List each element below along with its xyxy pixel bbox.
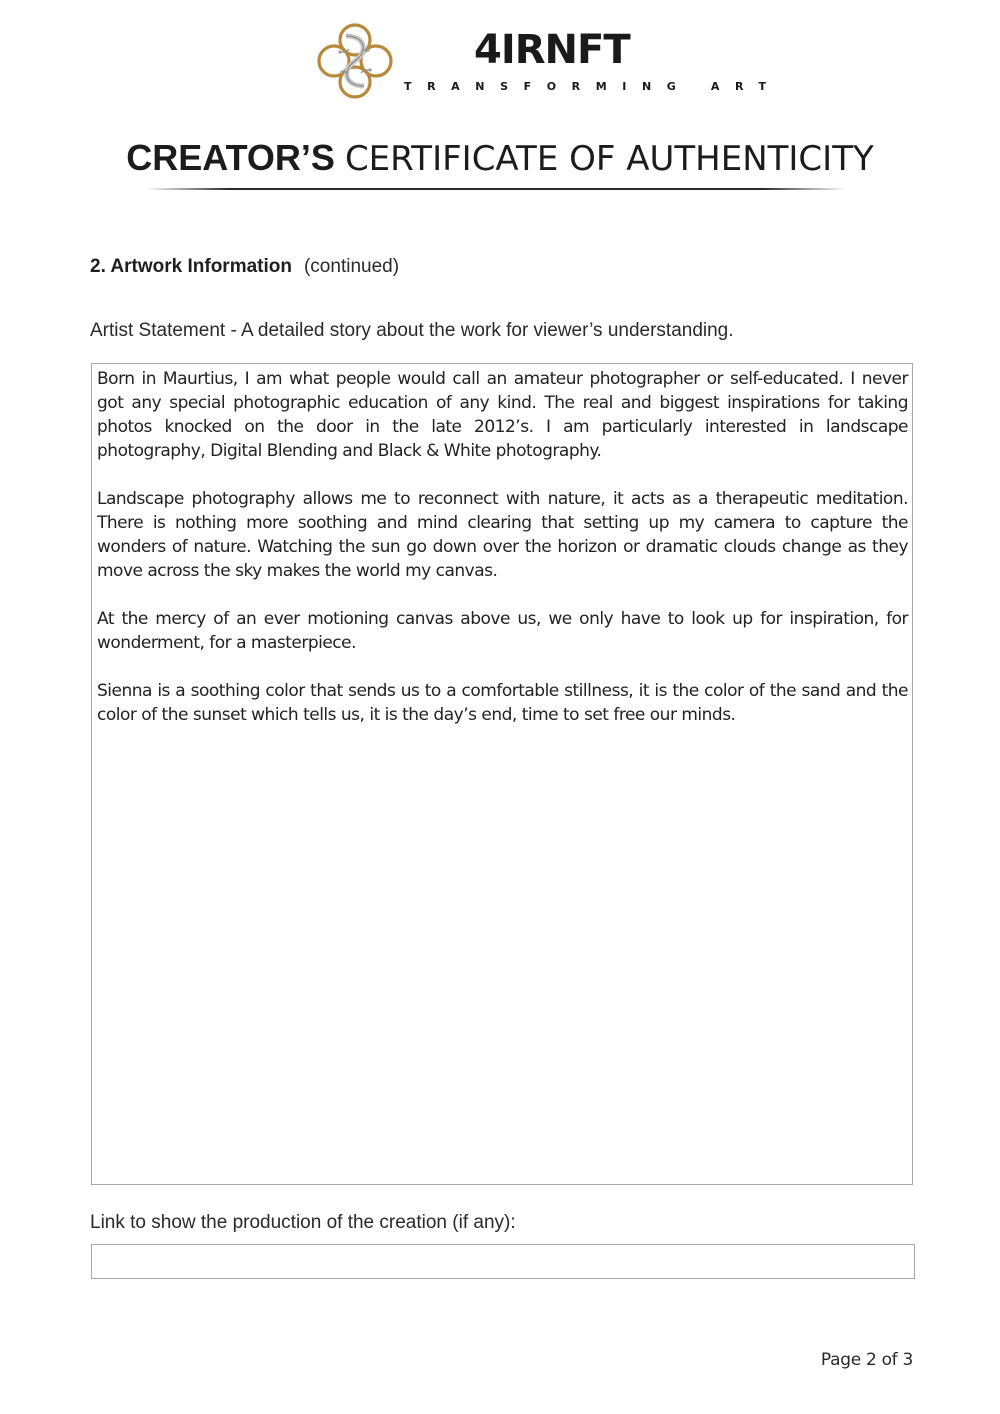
certificate-title-bold: CREATOR’S bbox=[126, 137, 335, 178]
circuit-knot-logo-icon bbox=[316, 22, 394, 100]
page-number: Page 2 of 3 bbox=[820, 1350, 913, 1370]
certificate-title bbox=[0, 136, 1000, 181]
statement-paragraph: At the mercy of an ever motioning canvas above us, we only have to look up for inspiration, for wonderment, for a masterpiece. bbox=[97, 609, 908, 653]
brand-name: 4IRNFT bbox=[474, 27, 630, 73]
production-link-field[interactable] bbox=[91, 1244, 915, 1279]
section-heading-title: 2. Artwork Information bbox=[90, 256, 292, 277]
section-heading-note: (continued) bbox=[303, 256, 400, 277]
certificate-title-regular: CERTIFICATE OF AUTHENTICITY bbox=[344, 139, 874, 179]
artist-statement-label: Artist Statement - A detailed story about the work for viewer’s understanding. bbox=[90, 320, 734, 341]
statement-paragraph: Sienna is a soothing color that sends us to a comfortable stillness, it is the color of the sand and the color of the sunset which tells us, it is the day’s end, time to set free our minds. bbox=[97, 681, 908, 725]
brand-tagline: TRANSFORMING ART bbox=[404, 80, 782, 93]
statement-paragraph: Born in Maurtius, I am what people would call an amateur photographer or self-educated. I never got any special photographic education of any kind. The real and biggest inspirations for taking photos knocked on the door in the late 2012’s. I am particularly interested in landscape photography, Digital Blending and Black & White photography. bbox=[97, 369, 908, 461]
statement-paragraph: Landscape photography allows me to reconnect with nature, it acts as a therapeutic meditation. There is nothing more soothing and mind clearing that setting up my camera to capture the wonders of nature. Watching the sun go down over the horizon or dramatic clouds change as they move across the sky makes the world my canvas. bbox=[97, 489, 908, 581]
artist-statement-field[interactable] bbox=[91, 363, 913, 1185]
production-link-label: Link to show the production of the creation (if any): bbox=[90, 1212, 516, 1233]
section-heading bbox=[90, 256, 399, 278]
title-divider bbox=[146, 188, 846, 190]
